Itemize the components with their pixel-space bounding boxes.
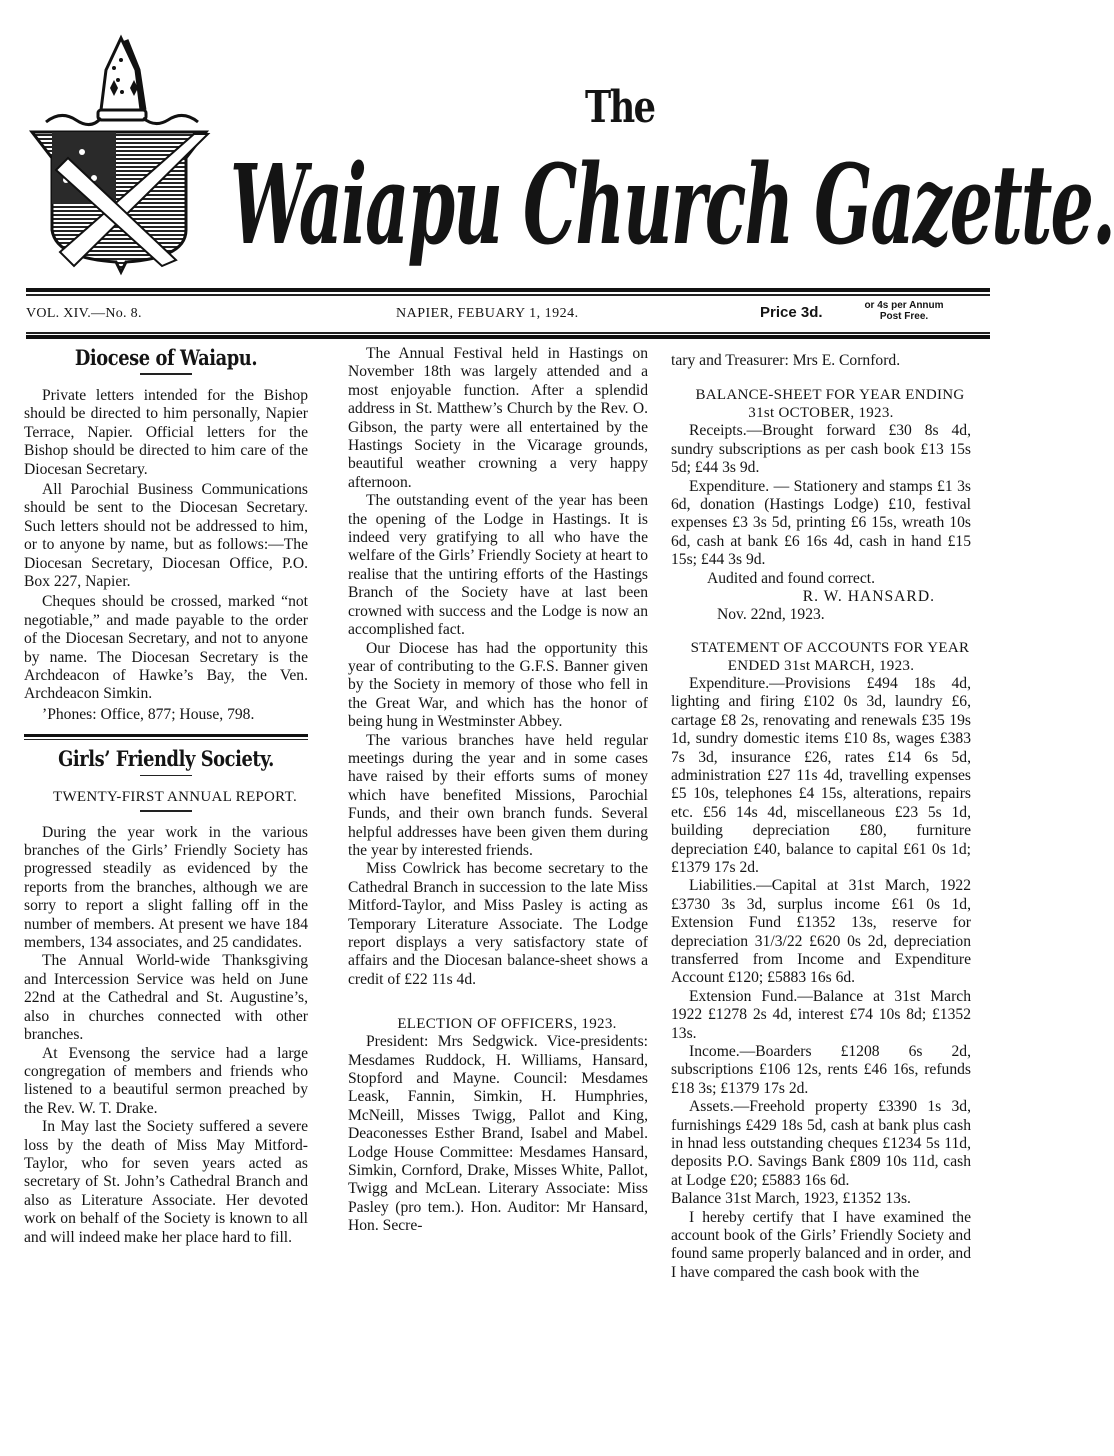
section-divider-thin [24, 739, 308, 740]
issue-info-bar [26, 300, 990, 330]
short-rule [140, 775, 192, 777]
gfs-paragraph: The Annual Festival held in Hastings on November 18th was largely attended and a most enjoyable function. After a splendid address in St. Matthew’s Church by the Rev. O. Gibson, the party were all entertained by the Hastings Society in the Vicarage grounds, beautiful weather crowning a very happy afternoon. [348, 345, 648, 491]
masthead [0, 0, 1114, 290]
price-annual-line2: Post Free. [879, 311, 929, 322]
section-divider [24, 734, 308, 737]
gfs-paragraph: During the year work in the various branches of the Girls’ Friendly Society has progressed steadily as evidenced by the reports from the branches, although we are sorry to report a slight falling off in the number of members. At present we have 184 members, 134 associates, and 25 candidates. [24, 823, 308, 952]
gfs-paragraph: Miss Cowlrick has become secretary to the Cathedral Branch in succession to the late Miss Mitford-Taylor, and Miss Pasley is acting as Temporary Literature Associate. The Lodge report displays a very satisfactory state of affairs and the Diocesan balance-sheet shows a credit of £22 11s 4d. [348, 860, 648, 988]
gfs-subheading: TWENTY-FIRST ANNUAL REPORT. [52, 789, 297, 806]
diocese-paragraph: Cheques should be crossed, marked “not negotiable,” and made payable to the order of the Diocesan Secretary, and not to anyone by name. The Diocesan Secretary is the Archdeacon of Hawke’s Bay, the Ven. Archdeacon Simkin. [24, 593, 308, 703]
short-rule [140, 810, 192, 812]
column-left [24, 345, 308, 1247]
election-heading: ELECTION OF OFFICERS, 1923. [397, 1016, 617, 1033]
statement-paragraph: Liabilities.—Capital at 31st March, 1922 £3730 3s 3d, surplus income £61 0s 1d, Extension Fund £1352 13s, reserve for depreciation 31/3/22 £620 0s 2d, depreciation transferred from Income and Expenditure Account £120; £5883 16s 6d. [671, 877, 971, 987]
column-right [671, 352, 971, 1282]
statement-paragraph: Extension Fund.—Balance at 31st March 1922 £1278 2s 4d, interest £74 10s 8d; £1352 13s. [671, 987, 971, 1042]
column-middle [348, 345, 648, 1236]
statement-heading: STATEMENT OF ACCOUNTS FOR YEAR ENDED 31st MARCH, 1923. [690, 639, 970, 674]
volume-number: VOL. XIV.—No. 8. [26, 306, 142, 321]
election-text: President: Mrs Sedgwick. Vice-presidents: Mesdames Ruddock, H. Williams, Hansard, Stopford and Mayne. Council: Mesdames Leask, Fannin, Simkin, H. Humphries, McNeill, Misses Twigg, Pallot and King, Deaconesses Esther Brand, Isabel and Mabel. Lodge House Committee: Mesdames Hansard, Simkin, Cornford, Drake, Misses White, Pallot, Twigg and McLean. Literary Associate: Miss Pasley (pro tem.). Hon. Auditor: Mr Hansard, Hon. Secre- [348, 1033, 648, 1235]
short-rule [140, 373, 192, 375]
balance-sheet-receipts: Receipts.—Brought forward £30 8s 4d, sundry subscriptions as per cash book £13 15s 5d; £44 3s 9d. [671, 422, 971, 477]
gfs-paragraph: The Annual World-wide Thanksgiving and Intercession Service was held on June 22nd at the Cathedral and St. Augustine’s, also in churches connected with other branches. [24, 952, 308, 1044]
auditor-signature: R. W. HANSARD. [802, 588, 935, 606]
price-annual-line1: or 4s per Annum [864, 300, 944, 311]
gfs-paragraph: Our Diocese has had the opportunity this year of contributing to the G.F.S. Banner given by the Society in memory of those who fell in the Great War, and which has the honor of being hung in Westminster Abbey. [348, 639, 648, 731]
masthead-title: Waiapu Church Gazette. [230, 140, 1114, 269]
audit-date: Nov. 22nd, 1923. [717, 606, 825, 624]
masthead-rule-top-thin [26, 294, 990, 296]
gfs-paragraph: In May last the Society suffered a severe loss by the death of Miss May Mitford-Taylor, who for seven years acted as secretary of St. John’s Cathedral Branch and also as Literature Associate. Her devoted work on behalf of the Society is known to all and will indeed make her place hard to fill. [24, 1118, 308, 1246]
diocese-paragraph: All Parochial Business Communications should be sent to the Diocesan Secretary. Such letters should not be addressed to him, or to anyone by name, but as follows:—The Diocesan Secretary, Diocesan Office, P.O. Box 227, Napier. [24, 480, 308, 590]
balance-sheet-heading: BALANCE-SHEET FOR YEAR ENDING 31st OCTOBER, 1923. [695, 387, 965, 422]
masthead-title-the: The [585, 82, 655, 133]
infobar-rule-thick [26, 335, 990, 339]
diocese-heading: Diocese of Waiapu. [74, 345, 258, 370]
dateline: NAPIER, FEBUARY 1, 1924. [396, 306, 579, 321]
gfs-paragraph: The outstanding event of the year has been the opening of the Lodge in Hastings. It is indeed very gratifying to all who have the welfare of the Girls’ Friendly Society at heart to realise that the untiring efforts of the Hastings Branch of the Society have at last been crowned with success and the Lodge is now an accomplished fact. [348, 492, 648, 639]
gfs-paragraph: The various branches have held regular meetings during the year and in some cases have raised by their efforts sums of money which have benefited Missions, Parochial Funds, and their own branch funds. Several helpful addresses have been given them during the year by interested friends. [348, 731, 648, 859]
statement-paragraph: Expenditure.—Provisions £494 18s 4d, lighting and firing £102 0s 3d, laundry £6, cartage £8 2s, renovating and renewals £35 19s 1d, sundry domestic items £10 8s, wages £383 7s 3d, insurance £26, rates £14 6s 5d, administration £27 11s 4d, travelling expenses £5 10s, telephones £4 15s, alterations, repairs etc. £56 14s 4d, miscellaneous £23 5s 1d, building depreciation £80, furniture depreciation £40, balance to capital £61 0s 1d; £1379 17s 2d. [671, 674, 971, 876]
audited-note: Audited and found correct. [707, 569, 876, 587]
gfs-paragraph: At Evensong the service had a large congregation of members and friends who listened to a beautiful sermon preached by the Rev. W. T. Drake. [24, 1044, 308, 1117]
election-text-continued: tary and Treasurer: Mrs E. Cornford. [671, 352, 901, 369]
price-annual [844, 300, 964, 322]
coat-of-arms-icon [26, 30, 216, 280]
masthead-rule-top [26, 288, 990, 292]
statement-certification: I hereby certify that I have examined the account book of the Girls’ Friendly Society and found same properly balanced and in order, and I have compared the cash book with the [671, 1208, 971, 1281]
diocese-phones: ’Phones: Office, 877; House, 798. [42, 705, 255, 723]
diocese-paragraph: Private letters intended for the Bishop should be directed to him personally, Napier Terrace, Napier. Official letters for the Bishop should be directed to him care of the Diocesan Secretary. [24, 386, 308, 478]
infobar-rule-thin [26, 332, 990, 334]
statement-paragraph: Assets.—Freehold property £3390 1s 3d, furnishings £429 18s 5d, cash at bank plus cash in hnad less outstanding cheques £1234 5s 11d, deposits P.O. Savings Bank £809 10s 11d, cash at Lodge £20; £5883 16s 6d. [671, 1098, 971, 1189]
statement-paragraph: Income.—Boarders £1208 6s 2d, subscriptions £106 12s, rents £46 16s, refunds £18 3s; £1379 17s 2d. [671, 1043, 971, 1097]
balance-sheet-expenditure: Expenditure. — Stationery and stamps £1 3s 6d, donation (Hastings Lodge) £10, festival expenses £3 3s 5d, printing £6 15s, wreath 10s 6d, cash at bank £6 16s 4d, cash in hand £15 15s; £44 3s 9d. [671, 477, 971, 569]
price: Price 3d. [760, 304, 823, 321]
statement-balance: Balance 31st March, 1923, £1352 13s. [671, 1190, 911, 1208]
gfs-heading: Girls’ Friendly Society. [58, 746, 274, 772]
